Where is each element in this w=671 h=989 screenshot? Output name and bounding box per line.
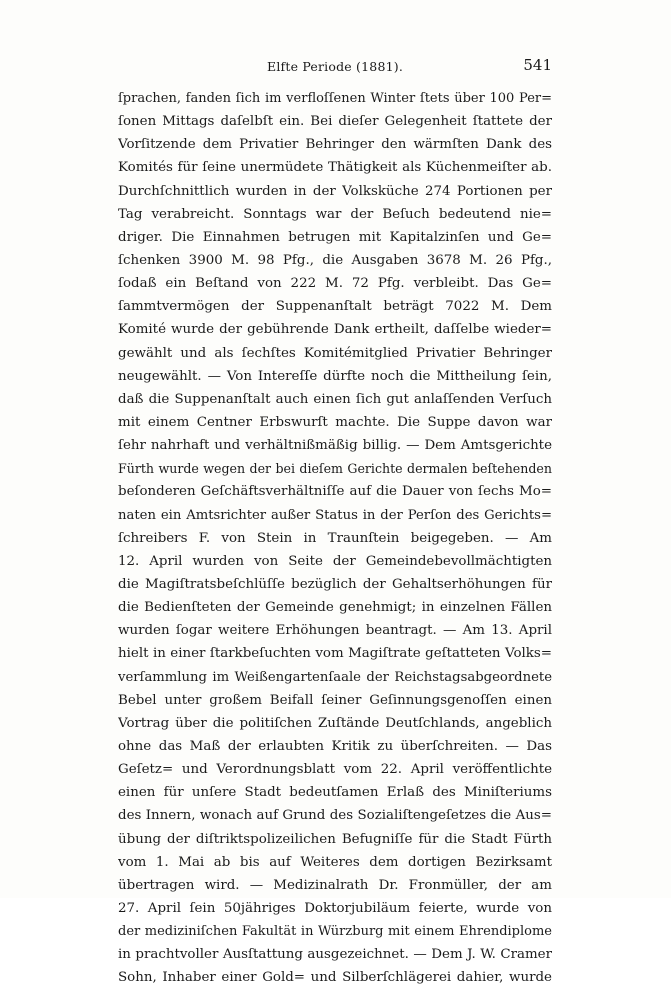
text-line: Tag verabreicht. Sonntags war der Beſuch bedeutend nie= xyxy=(118,206,552,222)
text-line: Komité wurde der gebührende Dank ertheilt, daſſelbe wieder= xyxy=(118,322,552,338)
text-line: des Innern, wonach auf Grund des Sozialiſtengeſetzes die Aus= xyxy=(118,808,552,824)
text-line: mit einem Centner Erbswurſt machte. Die Suppe davon war xyxy=(118,414,552,430)
body-text xyxy=(118,87,552,989)
text-line: driger. Die Einnahmen betrugen mit Kapitalzinſen und Ge= xyxy=(118,229,552,245)
page-header xyxy=(118,56,552,78)
text-line: ſprachen, fanden ſich im verfloſſenen Winter ſtets über 100 Per= xyxy=(118,91,552,106)
text-line: gewählt und als ſechſtes Komitémitglied Privatier Behringer xyxy=(118,345,552,361)
text-line: der mediziniſchen Fakultät in Würzburg mit einem Ehrendiplome xyxy=(118,924,552,940)
text-line: Fürth wurde wegen der bei dieſem Gerichte dermalen beſtehenden xyxy=(118,461,552,477)
text-line: ſonen Mittags daſelbſt ein. Bei dieſer Gelegenheit ſtattete der xyxy=(118,114,552,130)
text-line: vom 1. Mai ab bis auf Weiteres dem dortigen Bezirksamt xyxy=(118,854,552,870)
text-line: Sohn, Inhaber einer Gold= und Silberſchlägerei dahier, wurde xyxy=(118,970,552,986)
text-line: Durchſchnittlich wurden in der Volksküche 274 Portionen per xyxy=(118,183,552,199)
text-line: hielt in einer ſtarkbeſuchten vom Magiſtrate geſtatteten Volks= xyxy=(118,646,552,662)
text-line: Geſetz= und Verordnungsblatt vom 22. April veröffentlichte xyxy=(118,762,552,778)
text-line: übertragen wird. — Medizinalrath Dr. Fronmüller, der am xyxy=(118,877,552,893)
text-line: naten ein Amtsrichter außer Status in der Perſon des Gerichts= xyxy=(118,507,552,523)
page-number: 541 xyxy=(523,56,552,74)
text-line: die Bedienſteten der Gemeinde genehmigt; in einzelnen Fällen xyxy=(118,600,552,616)
text-line: ohne das Maß der erlaubten Kritik zu überſchreiten. — Das xyxy=(118,738,552,754)
text-line: verſammlung im Weißengartenſaale der Reichstagsabgeordnete xyxy=(118,669,552,685)
text-line: übung der diſtriktspolizeilichen Befugniſſe für die Stadt Fürth xyxy=(118,831,552,847)
text-line: ſodaß ein Beſtand von 222 M. 72 Pfg. verbleibt. Das Ge= xyxy=(118,276,552,292)
text-line: Bebel unter großem Beifall ſeiner Geſinnungsgenoſſen einen xyxy=(118,692,552,708)
text-line: Komités für ſeine unermüdete Thätigkeit als Küchenmeiſter ab. xyxy=(118,160,552,176)
text-line: ſehr nahrhaft und verhältnißmäßig billig. — Dem Amtsgerichte xyxy=(118,438,552,454)
text-line: ſchreibers F. von Stein in Traunſtein beigegeben. — Am xyxy=(118,530,552,546)
running-title: Elfte Periode (1881). xyxy=(267,59,403,74)
text-line: Vorſitzende dem Privatier Behringer den wärmſten Dank des xyxy=(118,137,552,153)
text-line: neugewählt. — Von Intereſſe dürfte noch die Mittheilung ſein, xyxy=(118,368,552,384)
text-line: daß die Suppenanſtalt auch einen ſich gut anlaſſenden Verſuch xyxy=(118,391,552,407)
text-line: 27. April ſein 50jähriges Doktorjubiläum feierte, wurde von xyxy=(118,900,552,916)
text-line: ſchenken 3900 M. 98 Pfg., die Ausgaben 3678 M. 26 Pfg., xyxy=(118,252,552,268)
text-line: wurden ſogar weitere Erhöhungen beantragt. — Am 13. April xyxy=(118,623,552,639)
text-line: 12. April wurden von Seite der Gemeindebevollmächtigten xyxy=(118,553,552,569)
text-line: beſonderen Geſchäftsverhältniſſe auf die Dauer von ſechs Mo= xyxy=(118,484,552,500)
text-line: einen für unſere Stadt bedeutſamen Erlaß des Miniſteriums xyxy=(118,785,552,801)
text-line: Vortrag über die politiſchen Zuſtände Deutſchlands, angeblich xyxy=(118,715,552,731)
text-line: ſammtvermögen der Suppenanſtalt beträgt 7022 M. Dem xyxy=(118,299,552,315)
text-line: in prachtvoller Ausſtattung ausgezeichnet. — Dem J. W. Cramer xyxy=(118,947,552,963)
text-line: die Magiſtratsbeſchlüſſe bezüglich der Gehaltserhöhungen für xyxy=(118,576,552,592)
